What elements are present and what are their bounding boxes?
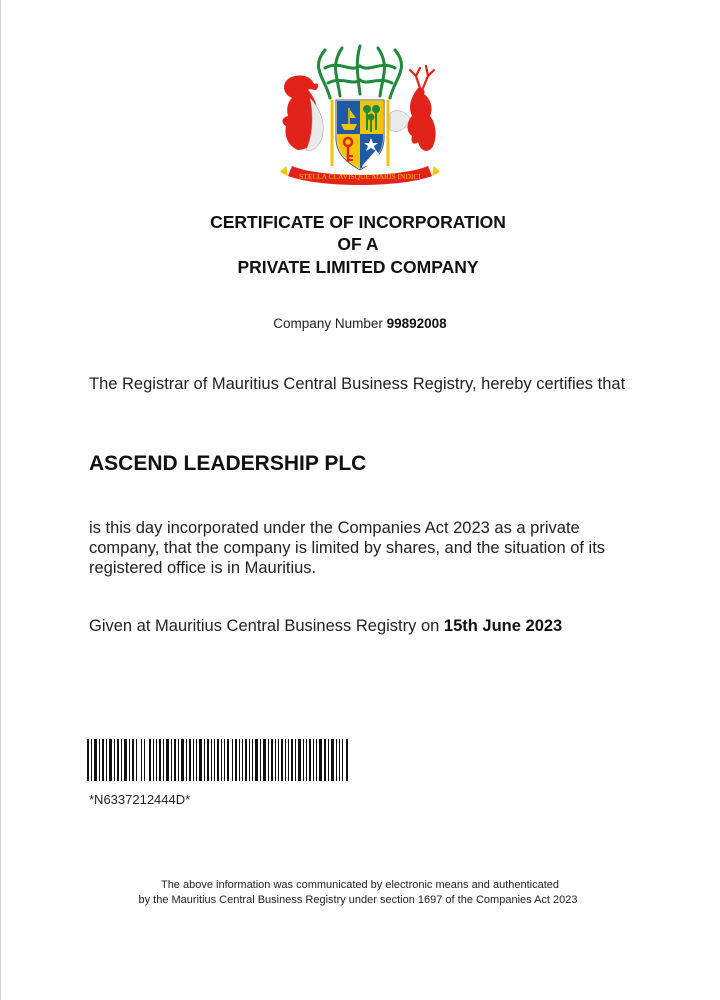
certificate-title-line-3: PRIVATE LIMITED COMPANY bbox=[237, 257, 479, 277]
barcode-icon bbox=[87, 739, 349, 781]
barcode-text: *N6337212444D* bbox=[89, 792, 191, 807]
page-left-edge bbox=[0, 0, 1, 1000]
certificate-title-line-1: CERTIFICATE OF INCORPORATION bbox=[210, 212, 506, 232]
footer-line-2: by the Mauritius Central Business Registry under section 1697 of the Companies Act 2023 bbox=[138, 894, 578, 906]
company-number bbox=[0, 316, 720, 331]
given-at-text: Given at Mauritius Central Business Registry on bbox=[89, 617, 440, 635]
company-name: ASCEND LEADERSHIP PLC bbox=[89, 452, 367, 475]
footer-line-1: The above information was communicated by electronic means and authenticated bbox=[160, 879, 560, 891]
incorporation-date: 15th June 2023 bbox=[443, 617, 563, 635]
registrar-intro: The Registrar of Mauritius Central Business Registry, hereby certifies that bbox=[89, 375, 626, 393]
company-number-value: 99892008 bbox=[386, 316, 447, 331]
incorporation-statement: is this day incorporated under the Companies Act 2023 as a private company, that the company is limited by shares, and the situation of its registered office is in Mauritius. bbox=[89, 519, 606, 577]
motto-text: STELLA CLAVISQUE MARIS INDICI bbox=[299, 172, 421, 181]
coat-of-arms-icon bbox=[270, 38, 450, 188]
certificate-title-line-2: OF A bbox=[337, 234, 379, 254]
company-number-label: Company Number bbox=[273, 316, 383, 331]
given-at-statement bbox=[89, 616, 629, 636]
